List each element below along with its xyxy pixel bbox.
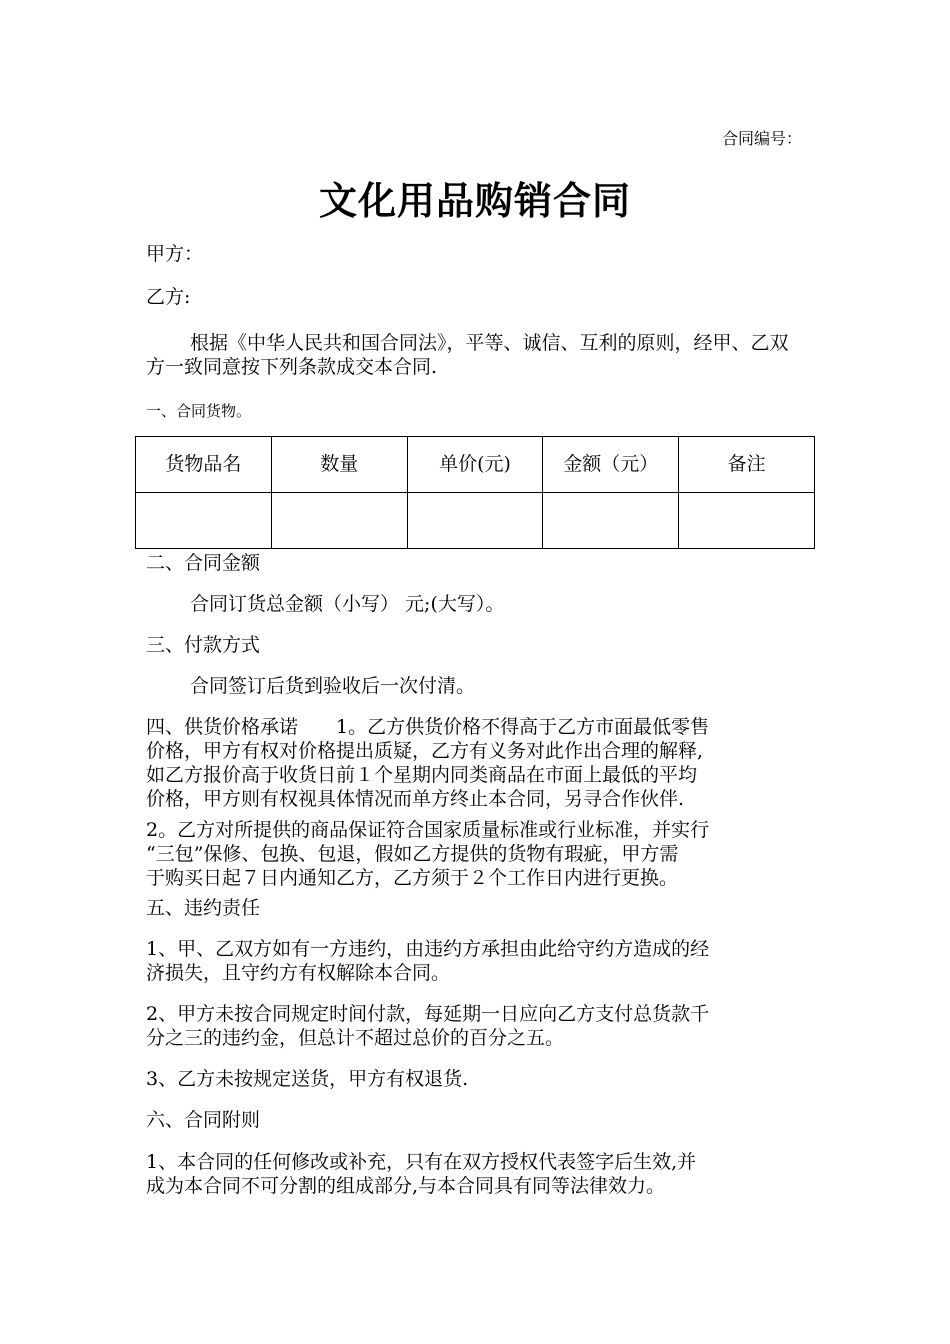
- goods-table-cell: [679, 493, 815, 549]
- section-6-heading: 六、合同附则: [146, 1109, 261, 1131]
- goods-table-cell: [136, 493, 272, 549]
- party-a-label: 甲方：: [146, 243, 204, 265]
- goods-table: [135, 436, 815, 549]
- preamble-paragraph: 根据《中华人民共和国合同法》，平等、诚信、互利的原则，经甲、乙双方一致同意按下列条款成交本合同.: [146, 332, 789, 378]
- goods-table-cell: [271, 493, 407, 549]
- goods-table-cell: [543, 493, 679, 549]
- section-5-item-line: 1、甲、乙双方如有一方违约，由违约方承担由此给守约方造成的经: [146, 938, 710, 960]
- contract-number-label: 合同编号：: [721, 129, 802, 148]
- section-6-item-line: 1、本合同的任何修改或补充，只有在双方授权代表签字后生效,并: [146, 1151, 697, 1173]
- section-3-text: 合同签订后货到验收后一次付清。: [190, 675, 476, 697]
- section-2-heading: 二、合同金额: [146, 552, 261, 574]
- section-5-heading: 五、违约责任: [146, 897, 261, 919]
- section-5-item-line: 济损失，且守约方有权解除本合同。: [146, 962, 451, 984]
- goods-table-row: [136, 493, 815, 549]
- document-title: 文化用品购销合同: [318, 179, 631, 223]
- section-4-line: 价格，甲方有权对价格提出质疑，乙方有义务对此作出合理的解释,: [146, 740, 704, 762]
- section-4-line: 如乙方报价高于收货日前１个星期内同类商品在市面上最低的平均: [146, 764, 698, 786]
- goods-table-cell: [407, 493, 543, 549]
- section-5-item-line: 分之三的违约金，但总计不超过总价的百分之五。: [146, 1027, 565, 1049]
- goods-table-header-cell: 单价(元): [407, 437, 543, 493]
- section-4-line: 四、供货价格承诺 1。乙方供货价格不得高于乙方市面最低零售: [146, 716, 710, 738]
- section-5-item-line: 2、甲方未按合同规定时间付款，每延期一日应向乙方支付总货款千: [146, 1003, 710, 1025]
- section-3-heading: 三、付款方式: [146, 634, 261, 656]
- section-4-line: “三包”保修、包换、包退，假如乙方提供的货物有瑕疵，甲方需: [146, 843, 679, 865]
- goods-table-header-cell: 货物品名: [136, 437, 272, 493]
- goods-table-header-row: [136, 437, 815, 493]
- section-6-item-line: 成为本合同不可分割的组成部分,与本合同具有同等法律效力。: [146, 1175, 666, 1197]
- section-5-item-line: 3、乙方未按规定送货，甲方有权退货.: [146, 1068, 469, 1090]
- section-4-line: 2。乙方对所提供的商品保证符合国家质量标准或行业标准，并实行: [146, 819, 710, 841]
- section-4-line: 于购买日起７日内通知乙方，乙方须于２个工作日内进行更换。: [146, 867, 679, 889]
- goods-table-header-cell: 数量: [271, 437, 407, 493]
- section-1-heading: 一、合同货物。: [146, 402, 252, 420]
- goods-table-header-cell: 备注: [679, 437, 815, 493]
- goods-table-header-cell: 金额（元）: [543, 437, 679, 493]
- section-2-text: 合同订货总金额（小写） 元;(大写）。: [190, 593, 505, 615]
- party-b-label: 乙方:: [146, 286, 191, 308]
- section-4-line: 价格，甲方则有权视具体情况而单方终止本合同，另寻合作伙伴.: [146, 788, 685, 810]
